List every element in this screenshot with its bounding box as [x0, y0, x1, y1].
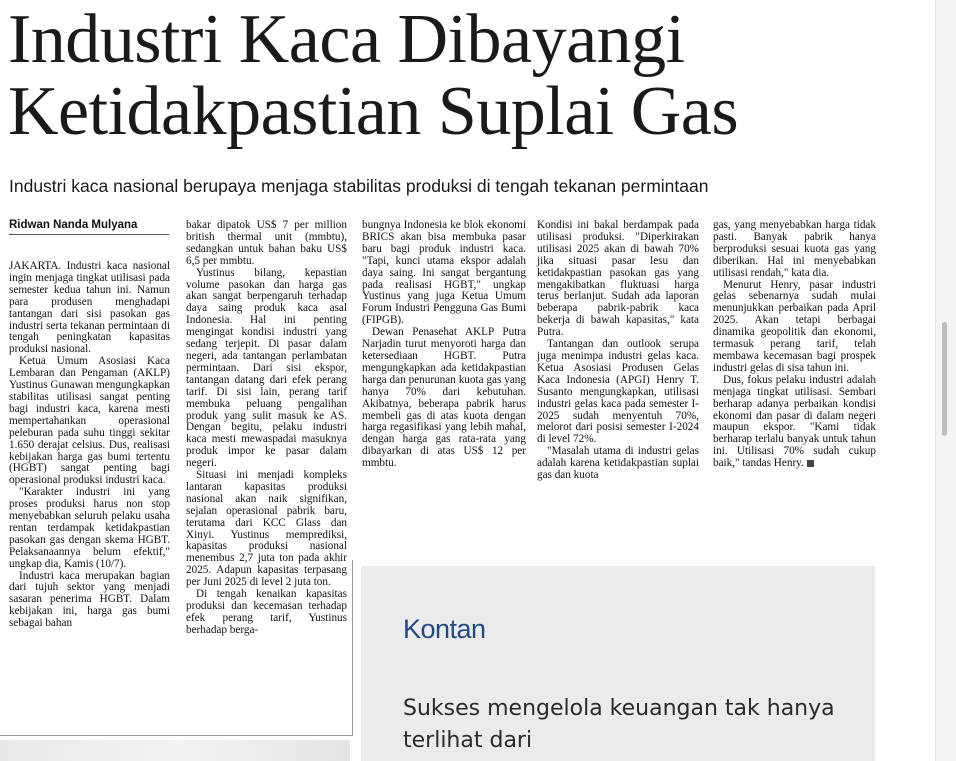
paragraph: Yustinus bilang, kepastian volume pasokan dan harga gas akan sangat berpengaruh terhadap daya saing produk kaca asal Indonesia. Hal ini penting mengingat kondisi industri yang sedang terjepit. Di pasar dalam negeri, ada tantangan perlambatan permintaan. Dari sisi ekspor, tantangan datang dari efek perang tarif. Di sisi lain, perang tarif membuka peluang pengalihan produk yang sulit masuk ke AS. Dengan begitu, pelaku industri kaca mesti mewaspadai masuknya produk impor ke pasar dalam negeri. [186, 266, 347, 470]
paragraph: Di tengah kenaikan kapasitas produksi dan kecemasan terhadap efek perang tarif, Yustinus berhadap berga- [186, 588, 347, 636]
paragraph: gas, yang menyebabkan harga tidak pasti. Banyak pabrik hanya berproduksi sesuai kuota gas yang diberikan. Hal ini menyebabkan utilisasi rendah," kata dia. [713, 219, 876, 279]
next-article-image [0, 740, 350, 761]
paragraph: Industri kaca merupakan bagian dari tujuh sektor yang menjadi sasaran penerima HGBT. Dalam kebijakan ini, harga gas bumi sebagai bahan [9, 569, 170, 630]
article-byline: Ridwan Nanda Mulyana [9, 219, 169, 235]
article-column-2 [186, 220, 347, 637]
kontan-logo: Kontan [403, 614, 486, 644]
advertisement-text: Sukses mengelola keuangan tak hanya terlihat dari [403, 696, 835, 753]
paragraph: "Masalah utama di industri gelas adalah karena ketidakpastian suplai gas dan kuota [537, 445, 699, 482]
scrollbar-thumb[interactable] [942, 322, 947, 436]
paragraph: bakar dipatok US$ 7 per million british thermal unit (mmbtu), sedangkan untuk bahan baku US$ 6,5 per mmbtu. [186, 219, 347, 267]
paragraph: JAKARTA. Industri kaca nasional ingin menjaga tingkat utilisasi pada semester kedua tahun ini. Namun para produsen menghadapi tantangan dari sisi pasokan gas industri serta tekanan permintaan di tengah peningkatan kapasitas produksi nasional. [9, 260, 170, 356]
article-column-3 [362, 220, 526, 470]
article-bottom-rule [0, 735, 353, 736]
paragraph: Menurut Henry, pasar industri gelas sebenarnya sudah mulai menunjukkan perbaikan pada April 2025. Akan tetapi berbagai dinamika geopolitik dan ekonomi, termasuk perang tarif, telah membawa kecemasan bagi prospek industri gelas di sisa tahun ini. [713, 278, 876, 374]
advertisement-banner[interactable] [361, 566, 875, 761]
paragraph: Situasi ini menjadi kompleks lantaran kapasitas produksi nasional akan naik signifikan, sejalan operasional pabrik baru, terutama dari KCC Glass dan Xinyi. Yustinus memprediksi, kapasitas produksi nasional menembus 2,7 juta ton pada akhir 2025. Adapun kapasitas terpasang per Juni 2025 di level 2 juta ton. [186, 469, 347, 589]
article-headline: Industri Kaca Dibayangi Ketidakpastian Suplai Gas [8, 1, 739, 150]
paragraph [713, 375, 876, 470]
paragraph: Kondisi ini bakal berdampak pada utilisasi produksi. "Diperkirakan utilisasi 2025 akan di bawah 70% jika situasi pasar lesu dan ketidakpastian pasokan gas yang mengakibatkan fluktuasi harga terus berlanjut. Sudah ada laporan beberapa pabrik-pabrik kaca bekerja di bawah kapasitas," kata Putra. [537, 219, 699, 339]
article-column-5 [713, 220, 876, 470]
paragraph-text: Dus, fokus pelaku industri adalah menjaga tingkat utilisasi. Sembari berharap adanya perbaikan kondisi ekonomi dan pasar di dalam negeri maupun ekspor. "Kami tidak berharap terlalu banyak untuk tahun ini. Utilisasi 70% sudah cukup baik," tandas Henry. [713, 373, 876, 470]
column-divider [352, 560, 353, 736]
article-subheadline: Industri kaca nasional berupaya menjaga stabilitas produksi di tengah tekanan permintaan [9, 176, 709, 196]
article-column-1 [9, 261, 170, 630]
paragraph: Tantangan dan outlook serupa juga menimpa industri gelas kaca. Ketua Asosiasi Produsen Gelas Kaca Indonesia (APGI) Henry T. Susanto mengungkapkan, utilisasi industri gelas kaca pada semester I-2025 sudah menyentuh 70%, melorot dari posisi semester I-2024 di level 72%. [537, 338, 699, 446]
paragraph: Ketua Umum Asosiasi Kaca Lembaran dan Pengaman (AKLP) Yustinus Gunawan mengungkapkan stabilitas utilisasi sangat penting bagi industri kaca, karena mesti mempertahankan operasional peleburan pada suhu tinggi sekitar 1.650 derajat celsius. Dus, realisasi kebijakan harga gas bumi tertentu (HGBT) sangat penting bagi operasional produksi industri kaca. [9, 355, 170, 487]
scrollbar[interactable] [935, 0, 956, 761]
paragraph: Dewan Penasehat AKLP Putra Narjadin turut menyoroti harga dan ketersediaan HGBT. Putra mengungkapkan ada ketidakpastian harga dan penurunan kuota gas yang hanya 70% dari kebutuhan. Akibatnya, beberapa pabrik harus membeli gas di atas kuota dengan harga regasifikasi yang lebih mahal, dengan harga gas rata-rata yang dibayarkan di atas US$ 12 per mmbtu. [362, 326, 526, 470]
end-of-article-icon [807, 460, 814, 467]
article-column-4 [537, 220, 699, 482]
paragraph: bungnya Indonesia ke blok ekonomi BRICS akan bisa membuka pasar baru bagi produk industri kaca. "Tapi, kunci utama ekspor adalah daya saing. Ini sangat bergantung pada realisasi HGBT," ungkap Yustinus yang juga Ketua Umum Forum Industri Pengguna Gas Bumi (FIPGB). [362, 219, 526, 327]
paragraph: "Karakter industri ini yang proses produksi harus non stop menyebabkan seluruh pelaku usaha rentan terdampak ketidakpastian pasokan gas dengan skema HGBT. Pelaksanaannya belum efektif," ungkap dia, Kamis (10/7). [9, 486, 170, 570]
